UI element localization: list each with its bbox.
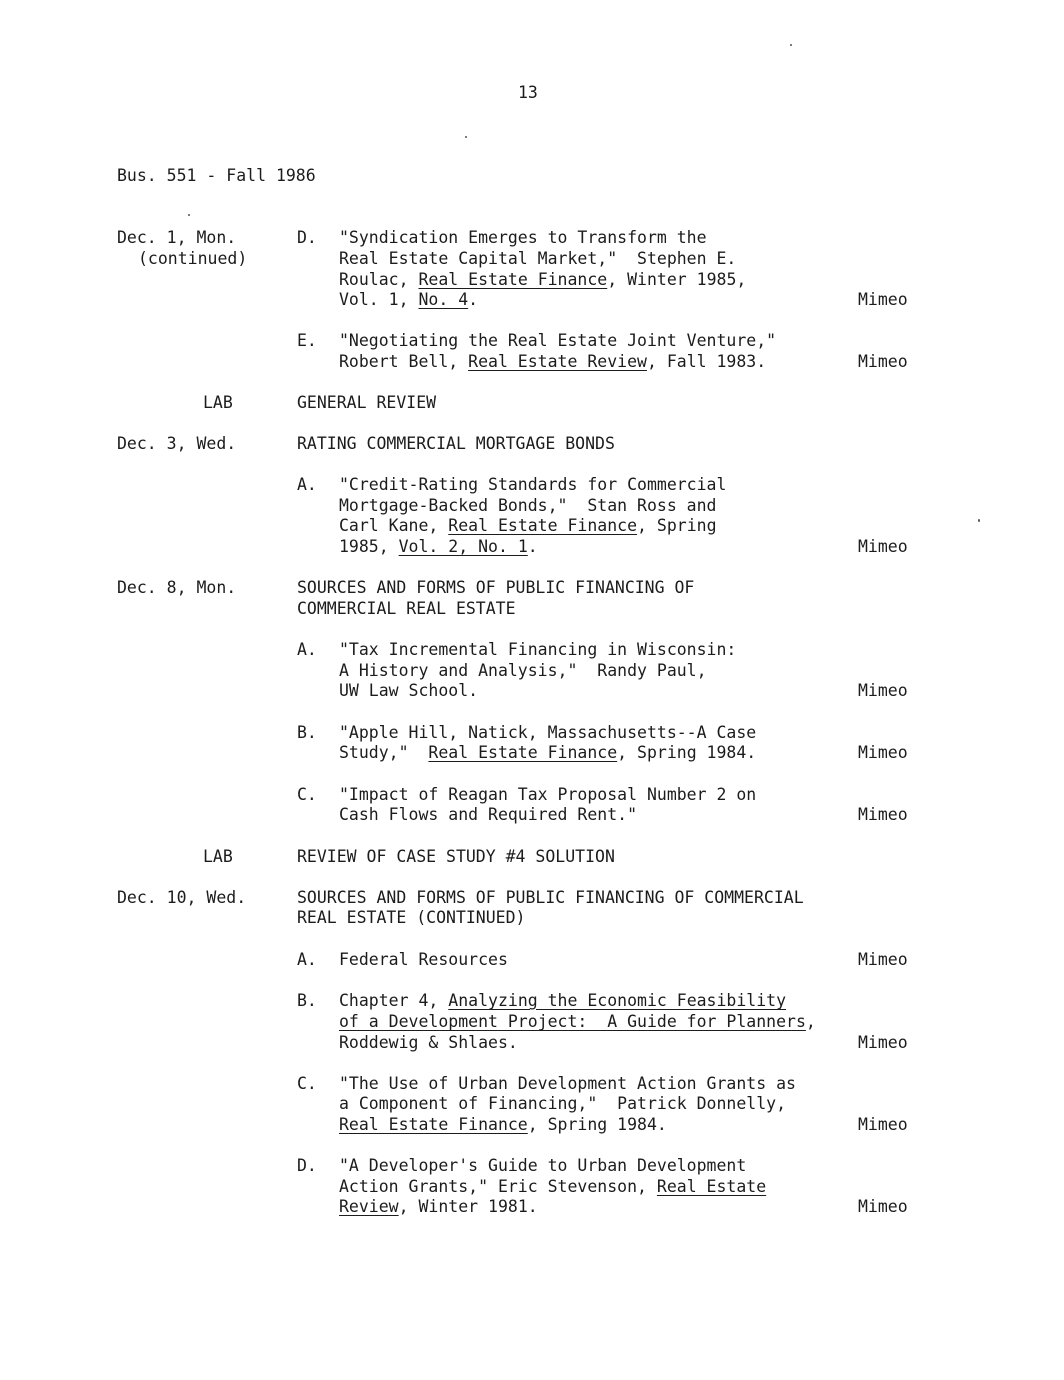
citation-line: "Syndication Emerges to Transform the <box>339 228 707 247</box>
journal-title: Real Estate Finance <box>448 516 638 535</box>
scan-speck <box>978 519 980 522</box>
citation-line: Federal Resources <box>339 950 508 969</box>
citation-line: Vol. 1, No. 4. <box>339 290 479 309</box>
source-mimeo: Mimeo <box>858 290 908 309</box>
citation-line: Carl Kane, Real Estate Finance, Spring <box>339 516 717 535</box>
scan-speck <box>465 136 467 138</box>
lab-label: LAB <box>203 393 233 412</box>
citation-line: Real Estate Capital Market," Stephen E. <box>339 249 737 268</box>
citation-line: "The Use of Urban Development Action Grants as <box>339 1074 796 1093</box>
topic-heading: RATING COMMERCIAL MORTGAGE BONDS <box>297 434 615 453</box>
item-letter: E. <box>297 331 317 350</box>
journal-title: Real Estate Finance <box>339 1115 528 1134</box>
issue-number: No. 4 <box>418 290 469 309</box>
topic-heading: COMMERCIAL REAL ESTATE <box>297 599 516 618</box>
item-letter: B. <box>297 991 317 1010</box>
source-mimeo: Mimeo <box>858 743 908 762</box>
topic-heading: SOURCES AND FORMS OF PUBLIC FINANCING OF COMMERCIAL <box>297 888 804 907</box>
citation-line: Roulac, Real Estate Finance, Winter 1985, <box>339 270 747 289</box>
citation-line: Action Grants," Eric Stevenson, Real Estate <box>339 1177 767 1196</box>
course-header: Bus. 551 - Fall 1986 <box>117 166 316 185</box>
issue-number: Vol. 2, No. 1 <box>398 537 528 556</box>
source-mimeo: Mimeo <box>858 681 908 700</box>
citation-line: "A Developer's Guide to Urban Development <box>339 1156 747 1175</box>
topic-heading: SOURCES AND FORMS OF PUBLIC FINANCING OF <box>297 578 695 597</box>
journal-title: Real Estate <box>656 1177 767 1196</box>
book-title: Analyzing the Economic Feasibility <box>448 991 787 1010</box>
citation-line: Review, Winter 1981. <box>339 1197 538 1216</box>
journal-title: Real Estate Finance <box>428 743 618 762</box>
item-letter: B. <box>297 723 317 742</box>
lab-label: LAB <box>203 847 233 866</box>
topic-heading: REAL ESTATE (CONTINUED) <box>297 908 526 927</box>
journal-title: Real Estate Finance <box>418 270 608 289</box>
source-mimeo: Mimeo <box>858 352 908 371</box>
source-mimeo: Mimeo <box>858 537 908 556</box>
citation-line: Chapter 4, Analyzing the Economic Feasibility <box>339 991 787 1010</box>
source-mimeo: Mimeo <box>858 1197 908 1216</box>
source-mimeo: Mimeo <box>858 1115 908 1134</box>
item-letter: A. <box>297 640 317 659</box>
item-letter: A. <box>297 475 317 494</box>
citation-line: a Component of Financing," Patrick Donnelly, <box>339 1094 787 1113</box>
item-letter: A. <box>297 950 317 969</box>
citation-line: of a Development Project: A Guide for Planners, <box>339 1012 816 1031</box>
citation-line: "Credit-Rating Standards for Commercial <box>339 475 727 494</box>
item-letter: D. <box>297 228 317 247</box>
date-dec10: Dec. 10, Wed. <box>117 888 247 907</box>
source-mimeo: Mimeo <box>858 950 908 969</box>
citation-line: 1985, Vol. 2, No. 1. <box>339 537 538 556</box>
scan-speck <box>188 214 190 216</box>
date-dec8: Dec. 8, Mon. <box>117 578 237 597</box>
citation-line: Real Estate Finance, Spring 1984. <box>339 1115 667 1134</box>
date-dec1-continued: (continued) <box>138 249 248 268</box>
book-title: of a Development Project: A Guide for Planners <box>339 1012 806 1031</box>
topic-heading: REVIEW OF CASE STUDY #4 SOLUTION <box>297 847 615 866</box>
citation-line: Robert Bell, Real Estate Review, Fall 1983. <box>339 352 767 371</box>
journal-title: Real Estate Review <box>468 352 647 371</box>
scan-speck <box>790 44 792 46</box>
page-number: 13 <box>518 83 538 102</box>
citation-line: Study," Real Estate Finance, Spring 1984. <box>339 743 757 762</box>
topic-heading: GENERAL REVIEW <box>297 393 437 412</box>
citation-line: "Tax Incremental Financing in Wisconsin: <box>339 640 737 659</box>
citation-line: "Apple Hill, Natick, Massachusetts--A Case <box>339 723 757 742</box>
item-letter: C. <box>297 785 317 804</box>
citation-line: Cash Flows and Required Rent." <box>339 805 638 824</box>
citation-line: Roddewig & Shlaes. <box>339 1033 518 1052</box>
citation-line: Mortgage-Backed Bonds," Stan Ross and <box>339 496 717 515</box>
date-dec1: Dec. 1, Mon. <box>117 228 237 247</box>
item-letter: C. <box>297 1074 317 1093</box>
date-dec3: Dec. 3, Wed. <box>117 434 237 453</box>
citation-line: "Impact of Reagan Tax Proposal Number 2 on <box>339 785 757 804</box>
citation-line: A History and Analysis," Randy Paul, <box>339 661 707 680</box>
item-letter: D. <box>297 1156 317 1175</box>
citation-line: UW Law School. <box>339 681 479 700</box>
citation-line: "Negotiating the Real Estate Joint Venture," <box>339 331 777 350</box>
journal-title: Review <box>339 1197 399 1216</box>
source-mimeo: Mimeo <box>858 1033 908 1052</box>
source-mimeo: Mimeo <box>858 805 908 824</box>
